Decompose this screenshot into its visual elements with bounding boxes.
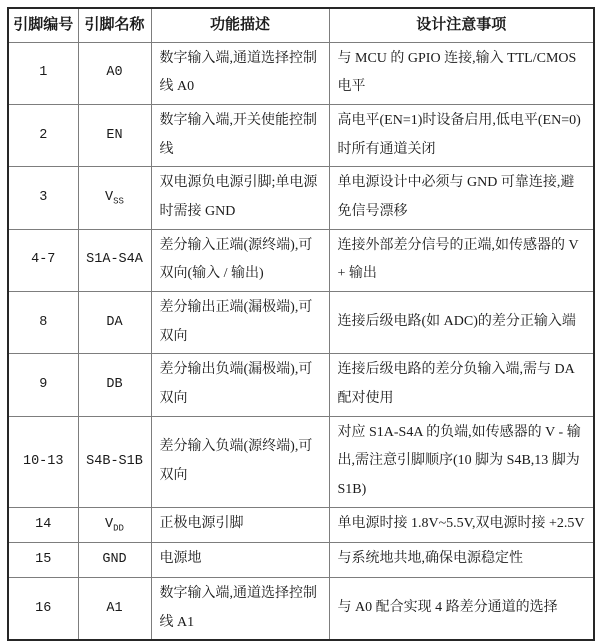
table-row [8, 507, 594, 542]
pin-name-text: A0 [106, 65, 123, 81]
pin-notes-cell: 对应 S1A-S4A 的负端,如传感器的 V - 输出,需注意引脚顺序(10 脚为 S4B,13 脚为 S1B) [329, 416, 594, 507]
pin-name-text: V [105, 516, 114, 532]
pin-name-cell [78, 542, 151, 577]
pin-name-cell [78, 354, 151, 416]
pin-number-cell: 3 [8, 167, 78, 229]
pin-notes-cell: 连接后级电路的差分负输入端,需与 DA 配对使用 [329, 354, 594, 416]
pin-name-cell [78, 507, 151, 542]
pin-name-cell [78, 416, 151, 507]
pin-name-text: V [105, 190, 114, 206]
pin-notes-cell: 与 A0 配合实现 4 路差分通道的选择 [329, 577, 594, 640]
pin-function-cell: 双电源负电源引脚;单电源时需接 GND [151, 167, 329, 229]
pin-description-table [7, 7, 595, 641]
pin-function-cell: 差分输入正端(源终端),可双向(输入 / 输出) [151, 229, 329, 291]
header-row [8, 8, 594, 42]
col-header-function: 功能描述 [151, 8, 329, 42]
pin-name-subscript: SS [113, 196, 124, 207]
pin-number-cell: 16 [8, 577, 78, 640]
table-row [8, 42, 594, 104]
pin-number-cell: 10-13 [8, 416, 78, 507]
pin-name-cell [78, 167, 151, 229]
pin-notes-cell: 连接后级电路(如 ADC)的差分正输入端 [329, 292, 594, 354]
col-header-design-notes: 设计注意事项 [329, 8, 594, 42]
pin-name-cell [78, 577, 151, 640]
pin-notes-cell: 连接外部差分信号的正端,如传感器的 V + 输出 [329, 229, 594, 291]
pin-name-cell [78, 42, 151, 104]
pin-notes-cell: 与 MCU 的 GPIO 连接,输入 TTL/CMOS 电平 [329, 42, 594, 104]
table-row [8, 104, 594, 166]
pin-number-cell: 9 [8, 354, 78, 416]
pin-name-subscript: DD [113, 523, 124, 534]
pin-name-text: GND [102, 551, 127, 567]
pin-function-cell: 电源地 [151, 542, 329, 577]
pin-function-cell: 差分输入负端(源终端),可双向 [151, 416, 329, 507]
pin-number-cell: 15 [8, 542, 78, 577]
pin-function-cell: 数字输入端,开关使能控制线 [151, 104, 329, 166]
table-row [8, 292, 594, 354]
pin-notes-cell: 单电源设计中必须与 GND 可靠连接,避免信号漂移 [329, 167, 594, 229]
col-header-pin-number: 引脚编号 [8, 8, 78, 42]
pin-notes-cell: 与系统地共地,确保电源稳定性 [329, 542, 594, 577]
pin-name-cell [78, 292, 151, 354]
pin-function-cell: 正极电源引脚 [151, 507, 329, 542]
table-row [8, 577, 594, 640]
pin-name-text: A1 [106, 600, 123, 616]
pin-notes-cell: 高电平(EN=1)时设备启用,低电平(EN=0)时所有通道关闭 [329, 104, 594, 166]
table-row [8, 167, 594, 229]
pin-name-cell [78, 104, 151, 166]
table-row [8, 542, 594, 577]
pin-number-cell: 14 [8, 507, 78, 542]
pin-function-cell: 数字输入端,通道选择控制线 A0 [151, 42, 329, 104]
pin-name-cell [78, 229, 151, 291]
pin-number-cell: 2 [8, 104, 78, 166]
table-row [8, 416, 594, 507]
pin-notes-cell: 单电源时接 1.8V~5.5V,双电源时接 +2.5V [329, 507, 594, 542]
pin-number-cell: 4-7 [8, 229, 78, 291]
pin-number-cell: 1 [8, 42, 78, 104]
table-row [8, 354, 594, 416]
pin-name-text: S4B-S1B [86, 453, 143, 469]
pin-name-text: S1A-S4A [86, 252, 143, 268]
pin-name-text: DA [106, 314, 123, 330]
pin-number-cell: 8 [8, 292, 78, 354]
pin-name-text: DB [106, 377, 123, 393]
table-row [8, 229, 594, 291]
pin-name-text: EN [106, 127, 123, 143]
pin-function-cell: 差分输出正端(漏极端),可双向 [151, 292, 329, 354]
pin-function-cell: 数字输入端,通道选择控制线 A1 [151, 577, 329, 640]
col-header-pin-name: 引脚名称 [78, 8, 151, 42]
pin-function-cell: 差分输出负端(漏极端),可双向 [151, 354, 329, 416]
